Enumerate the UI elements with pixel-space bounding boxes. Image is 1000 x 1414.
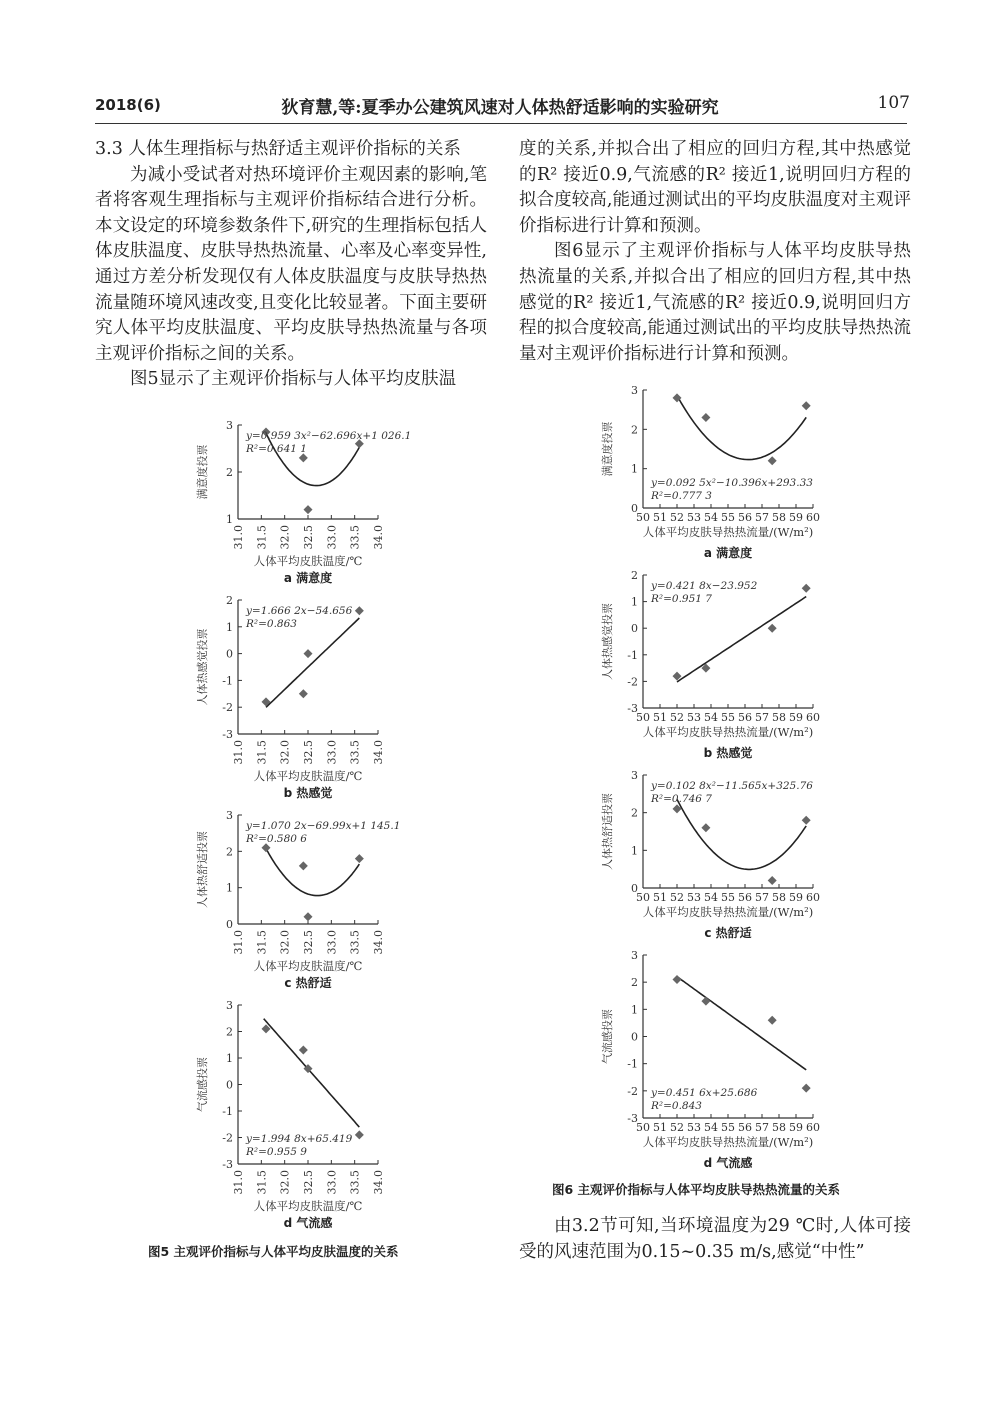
subfigure-label: a 满意度 [283, 571, 333, 585]
x-tick-label: 55 [721, 511, 735, 524]
chart-fig6c [595, 765, 835, 940]
chart-fig6d [595, 945, 835, 1170]
x-tick-label: 60 [806, 891, 820, 904]
data-point [768, 456, 777, 465]
x-tick-label: 50 [636, 1121, 650, 1134]
x-tick-label: 58 [772, 1121, 786, 1134]
paragraph: 为减小受试者对热环境评价主观因素的影响,笔者将客观生理指标与主观评价指标结合进行分析。本文设定的环境参数条件下,研究的生理指标包括人体皮肤温度、皮肤导热热流量、心率及心率变异性,通过方差分析发现仅有人体皮肤温度与皮肤导热热流量随环境风速改变,且变化比较显著。下面主要研究人体平均皮肤温度、平均皮肤导热热流量与各项主观评价指标之间的关系。 [95, 164, 487, 364]
running-title: 狄育慧,等:夏季办公建筑风速对人体热舒适影响的实验研究 [281, 98, 719, 118]
chart-fig5a [190, 415, 412, 585]
regression-equation: y=0.102 8x²−11.565x+325.76 [651, 780, 813, 792]
chart-svg [595, 945, 835, 1156]
data-point [701, 997, 710, 1006]
y-tick-label: -3 [627, 702, 638, 715]
right-column-bottom [519, 1214, 911, 1265]
y-tick-label: 0 [226, 918, 233, 931]
y-tick-label: 3 [226, 809, 233, 822]
x-tick-label: 50 [636, 891, 650, 904]
x-tick-label: 33.5 [348, 740, 362, 765]
x-axis-label: 人体平均皮肤温度/℃ [253, 959, 363, 973]
x-tick-label: 31.0 [232, 1170, 245, 1195]
subfigure-label: d 气流感 [703, 1156, 753, 1170]
r-squared: R²=0.641 1 [246, 443, 307, 455]
x-tick-label: 31.5 [255, 525, 269, 550]
chart-fig6a [595, 380, 835, 560]
figure-5-caption: 图5 主观评价指标与人体平均皮肤温度的关系 [148, 1244, 399, 1259]
x-tick-label: 54 [704, 891, 718, 904]
data-point [299, 861, 308, 870]
subfigure-label: c 热舒适 [284, 976, 332, 990]
fit-curve [677, 396, 806, 460]
x-axis-label: 人体平均皮肤导热热流量/(W/m²) [642, 1135, 814, 1149]
x-tick-label: 51 [653, 511, 667, 524]
y-tick-label: -3 [222, 728, 233, 741]
x-tick-label: 34.0 [372, 1170, 385, 1195]
x-tick-label: 31.5 [255, 930, 269, 955]
y-tick-label: 1 [226, 881, 233, 895]
fit-curve [264, 1019, 360, 1127]
x-tick-label: 57 [755, 1121, 769, 1134]
y-tick-label: -1 [627, 1057, 638, 1071]
regression-equation: y=0.092 5x²−10.396x+293.33 [651, 477, 813, 489]
x-tick-label: 32.0 [278, 1170, 292, 1195]
y-tick-label: 2 [631, 976, 638, 990]
x-tick-label: 32.5 [302, 740, 315, 765]
data-point [355, 854, 364, 863]
x-tick-label: 55 [721, 1121, 735, 1134]
subfigure-label: b 热感觉 [283, 786, 333, 800]
data-point [802, 401, 811, 410]
data-point [355, 606, 364, 615]
x-tick-label: 51 [653, 1121, 667, 1134]
y-tick-label: 2 [226, 594, 233, 607]
x-tick-label: 54 [704, 711, 718, 724]
y-tick-label: 2 [226, 1025, 233, 1039]
y-axis-label: 满意度投票 [196, 444, 209, 500]
y-tick-label: 2 [631, 806, 638, 820]
x-tick-label: 59 [789, 891, 803, 904]
y-tick-label: 1 [631, 1003, 638, 1017]
y-tick-label: 0 [226, 647, 233, 661]
data-point [299, 1046, 308, 1055]
y-axis-label: 人体热舒适投票 [601, 793, 614, 870]
data-point [304, 649, 313, 658]
x-tick-label: 33.0 [325, 525, 339, 550]
x-tick-label: 31.0 [232, 930, 245, 955]
fit-curve [266, 849, 359, 896]
issue-number: 2018(6) [95, 96, 161, 114]
fit-curve [677, 977, 806, 1070]
y-tick-label: 0 [631, 622, 638, 636]
x-axis-label: 人体平均皮肤导热热流量/(W/m²) [642, 905, 814, 919]
x-tick-label: 32.0 [278, 930, 292, 955]
y-tick-label: -3 [222, 1158, 233, 1171]
y-tick-label: -2 [222, 1131, 233, 1145]
y-tick-label: 1 [631, 462, 638, 476]
y-axis-label: 人体热舒适投票 [196, 831, 209, 908]
y-tick-label: 2 [226, 845, 233, 859]
data-point [673, 975, 682, 984]
y-tick-label: 1 [226, 620, 233, 634]
r-squared: R²=0.955 9 [246, 1146, 307, 1158]
x-tick-label: 51 [653, 711, 667, 724]
x-tick-label: 33.0 [325, 930, 339, 955]
left-column [95, 137, 487, 393]
chart-fig5d [190, 995, 400, 1230]
regression-equation: y=1.070 2x−69.99x+1 145.1 [246, 820, 401, 832]
data-point [304, 912, 313, 921]
y-tick-label: -1 [627, 648, 638, 662]
x-tick-label: 52 [670, 1121, 684, 1134]
chart-fig5b [190, 590, 400, 800]
x-axis-label: 人体平均皮肤导热热流量/(W/m²) [642, 725, 814, 739]
fit-curve [266, 618, 359, 707]
y-axis-label: 气流感投票 [601, 1009, 614, 1064]
x-tick-label: 51 [653, 891, 667, 904]
y-tick-label: 2 [631, 569, 638, 582]
y-tick-label: 2 [226, 466, 233, 479]
data-point [768, 624, 777, 633]
x-tick-label: 60 [806, 1121, 820, 1134]
x-tick-label: 34.0 [372, 525, 385, 550]
x-tick-label: 33.5 [348, 1170, 362, 1195]
x-tick-label: 32.0 [278, 740, 292, 765]
y-tick-label: 1 [631, 844, 638, 858]
y-tick-label: 3 [631, 384, 638, 397]
x-tick-label: 58 [772, 711, 786, 724]
x-tick-label: 55 [721, 711, 735, 724]
x-tick-label: 57 [755, 711, 769, 724]
data-point [802, 816, 811, 825]
x-tick-label: 31.5 [255, 1170, 269, 1195]
y-tick-label: 0 [631, 882, 638, 895]
r-squared: R²=0.580 6 [246, 833, 307, 845]
regression-equation: y=1.994 8x+65.419 [246, 1133, 353, 1145]
x-tick-label: 57 [755, 891, 769, 904]
y-axis-label: 人体热感觉投票 [196, 628, 209, 706]
x-tick-label: 55 [721, 891, 735, 904]
fit-curve [677, 799, 806, 869]
y-tick-label: 3 [226, 419, 233, 432]
chart-svg [190, 995, 400, 1216]
x-axis-label: 人体平均皮肤温度/℃ [253, 1199, 363, 1213]
page-number: 107 [877, 93, 910, 113]
subfigure-label: c 热舒适 [704, 926, 752, 940]
x-tick-label: 60 [806, 511, 820, 524]
x-tick-label: 52 [670, 711, 684, 724]
x-tick-label: 56 [738, 891, 752, 904]
regression-equation: y=0.451 6x+25.686 [651, 1087, 758, 1099]
x-tick-label: 59 [789, 511, 803, 524]
x-tick-label: 53 [687, 891, 701, 904]
chart-fig5c [190, 805, 400, 990]
x-tick-label: 33.5 [348, 525, 362, 550]
y-axis-label: 气流感投票 [196, 1057, 209, 1112]
y-tick-label: 2 [631, 423, 638, 437]
x-tick-label: 53 [687, 1121, 701, 1134]
fit-curve [677, 597, 806, 682]
chart-fig6b [595, 565, 835, 760]
data-point [802, 584, 811, 593]
paragraph: 图6显示了主观评价指标与人体平均皮肤导热热流量的关系,并拟合出了相应的回归方程,其中热感觉的R² 接近1,气流感的R² 接近0.9,说明回归方程的拟合度较高,能通过测试出的平均皮肤导热热流量对主观评价指标进行计算和预测。 [519, 241, 911, 364]
regression-equation: y=1.666 2x−54.656 [246, 605, 353, 617]
right-column [519, 137, 911, 367]
y-tick-label: 3 [631, 949, 638, 962]
r-squared: R²=0.746 7 [651, 793, 712, 805]
x-axis-label: 人体平均皮肤导热热流量/(W/m²) [642, 525, 814, 539]
x-tick-label: 54 [704, 1121, 718, 1134]
chart-svg [595, 765, 835, 926]
x-tick-label: 33.0 [325, 740, 339, 765]
paragraph: 度的关系,并拟合出了相应的回归方程,其中热感觉的R² 接近0.9,气流感的R² 接近1,说明回归方程的拟合度较高,能通过测试出的平均皮肤温度对主观评价指标进行计算和预测。 [519, 139, 911, 236]
header-rule [95, 123, 907, 124]
subfigure-label: a 满意度 [703, 546, 753, 560]
paragraph: 由3.2节可知,当环境温度为29 ℃时,人体可接受的风速范围为0.15~0.35 m/s,感觉“中性” [519, 1216, 911, 1262]
x-tick-label: 33.0 [325, 1170, 339, 1195]
figure-6-caption: 图6 主观评价指标与人体平均皮肤导热热流量的关系 [552, 1182, 841, 1197]
x-axis-label: 人体平均皮肤温度/℃ [253, 554, 363, 568]
x-tick-label: 59 [789, 711, 803, 724]
y-tick-label: 3 [631, 769, 638, 782]
y-tick-label: -2 [222, 701, 233, 715]
x-tick-label: 31.0 [232, 740, 245, 765]
x-tick-label: 53 [687, 711, 701, 724]
chart-svg [190, 415, 412, 571]
x-tick-label: 31.0 [232, 525, 245, 550]
section-title: 3.3 人体生理指标与热舒适主观评价指标的关系 [95, 139, 461, 159]
x-tick-label: 52 [670, 891, 684, 904]
subfigure-label: b 热感觉 [703, 746, 753, 760]
data-point [304, 505, 313, 514]
r-squared: R²=0.863 [246, 618, 297, 630]
y-tick-label: 0 [631, 1030, 638, 1044]
subfigure-label: d 气流感 [283, 1216, 333, 1230]
x-tick-label: 34.0 [372, 930, 385, 955]
x-tick-label: 57 [755, 511, 769, 524]
x-axis-label: 人体平均皮肤温度/℃ [253, 769, 363, 783]
y-tick-label: 1 [631, 595, 638, 609]
paragraph: 图5显示了主观评价指标与人体平均皮肤温 [130, 369, 457, 390]
y-axis-label: 人体热感觉投票 [601, 603, 614, 680]
y-tick-label: 1 [226, 513, 233, 526]
r-squared: R²=0.777 3 [651, 490, 712, 502]
chart-svg [595, 380, 835, 546]
data-point [768, 1016, 777, 1025]
chart-svg [190, 805, 400, 976]
x-tick-label: 31.5 [255, 740, 269, 765]
r-squared: R²=0.951 7 [651, 593, 712, 605]
data-point [701, 823, 710, 832]
x-tick-label: 56 [738, 511, 752, 524]
x-tick-label: 34.0 [372, 740, 385, 765]
x-tick-label: 58 [772, 891, 786, 904]
x-tick-label: 50 [636, 711, 650, 724]
x-tick-label: 32.0 [278, 525, 292, 550]
x-tick-label: 56 [738, 1121, 752, 1134]
data-point [802, 1084, 811, 1093]
data-point [355, 1130, 364, 1139]
x-tick-label: 50 [636, 511, 650, 524]
data-point [768, 876, 777, 885]
y-tick-label: -1 [222, 674, 233, 688]
x-tick-label: 58 [772, 511, 786, 524]
r-squared: R²=0.843 [651, 1100, 702, 1112]
data-point [701, 413, 710, 422]
x-tick-label: 59 [789, 1121, 803, 1134]
y-axis-label: 满意度投票 [601, 421, 614, 477]
x-tick-label: 32.5 [302, 525, 315, 550]
y-tick-label: 1 [226, 1052, 233, 1065]
y-tick-label: -3 [627, 1112, 638, 1125]
x-tick-label: 54 [704, 511, 718, 524]
x-tick-label: 32.5 [302, 1170, 315, 1195]
regression-equation: y=0.959 3x²−62.696x+1 026.1 [246, 430, 412, 442]
x-tick-label: 53 [687, 511, 701, 524]
y-tick-label: 0 [631, 502, 638, 515]
x-tick-label: 32.5 [302, 930, 315, 955]
y-tick-label: 3 [226, 999, 233, 1012]
data-point [299, 689, 308, 698]
y-tick-label: -2 [627, 675, 638, 689]
y-tick-label: -1 [222, 1105, 233, 1118]
x-tick-label: 52 [670, 511, 684, 524]
chart-svg [595, 565, 835, 746]
y-tick-label: 0 [226, 1078, 233, 1092]
regression-equation: y=0.421 8x−23.952 [651, 580, 758, 592]
x-tick-label: 56 [738, 711, 752, 724]
y-tick-label: -2 [627, 1084, 638, 1098]
x-tick-label: 60 [806, 711, 820, 724]
x-tick-label: 33.5 [348, 930, 362, 955]
chart-svg [190, 590, 400, 786]
